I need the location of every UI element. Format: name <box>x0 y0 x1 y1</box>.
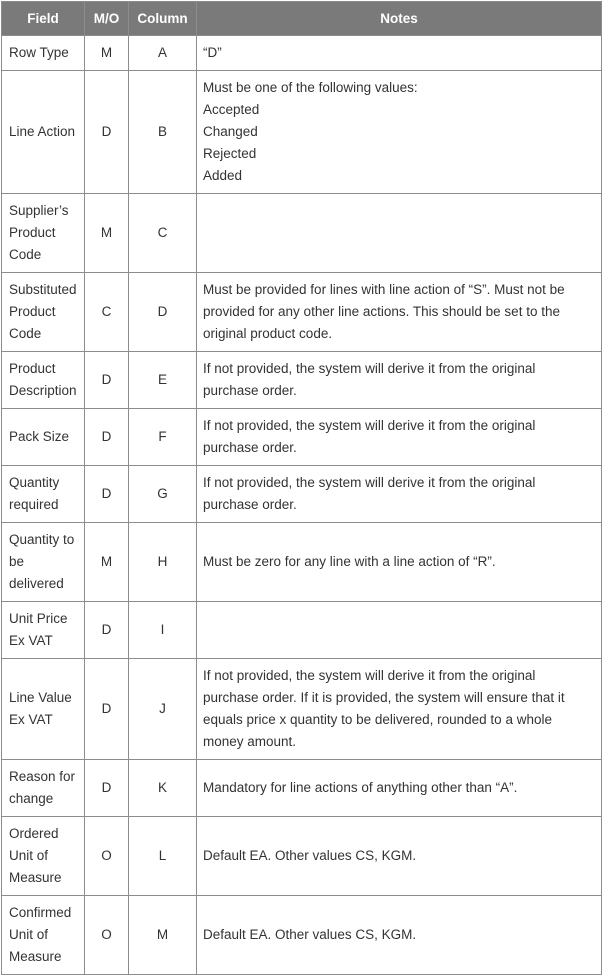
cell-notes <box>197 817 602 896</box>
table-row <box>2 659 602 760</box>
cell-column: I <box>129 602 197 659</box>
cell-column: D <box>129 273 197 352</box>
note-line: If not provided, the system will derive it from the original purchase order. If it is provided, the system will ensure that it equals price x quantity to be delivered, rounded to a whole money amount. <box>203 668 565 749</box>
cell-mo: D <box>85 659 129 760</box>
table-row <box>2 352 602 409</box>
table-row <box>2 896 602 975</box>
cell-column: L <box>129 817 197 896</box>
cell-field: Line Action <box>2 71 85 194</box>
cell-mo: C <box>85 273 129 352</box>
cell-mo: D <box>85 602 129 659</box>
cell-field: Row Type <box>2 36 85 71</box>
cell-mo: M <box>85 523 129 602</box>
cell-column: C <box>129 194 197 273</box>
field-spec-table <box>1 1 602 975</box>
cell-mo: D <box>85 409 129 466</box>
header-row <box>2 2 602 36</box>
note-line: Accepted <box>203 102 260 117</box>
cell-notes <box>197 760 602 817</box>
table-row <box>2 466 602 523</box>
note-line: Added <box>203 168 243 183</box>
cell-column: A <box>129 36 197 71</box>
cell-notes <box>197 409 602 466</box>
cell-notes <box>197 602 602 659</box>
cell-field: Quantity to be delivered <box>2 523 85 602</box>
cell-field: Supplier’s Product Code <box>2 194 85 273</box>
cell-field: Unit Price Ex VAT <box>2 602 85 659</box>
table-row <box>2 760 602 817</box>
cell-notes <box>197 896 602 975</box>
table-row <box>2 71 602 194</box>
table-row <box>2 523 602 602</box>
cell-column: H <box>129 523 197 602</box>
cell-field: Reason for change <box>2 760 85 817</box>
header-mo: M/O <box>85 2 129 36</box>
cell-column: M <box>129 896 197 975</box>
cell-field: Pack Size <box>2 409 85 466</box>
note-line: Must be one of the following values: <box>203 80 418 95</box>
cell-field: Substituted Product Code <box>2 273 85 352</box>
cell-column: J <box>129 659 197 760</box>
cell-mo: D <box>85 466 129 523</box>
note-line: Mandatory for line actions of anything other than “A”. <box>203 780 518 795</box>
note-line: If not provided, the system will derive it from the original purchase order. <box>203 418 536 455</box>
table-row <box>2 36 602 71</box>
note-line: If not provided, the system will derive it from the original purchase order. <box>203 475 536 512</box>
cell-notes <box>197 71 602 194</box>
header-field: Field <box>2 2 85 36</box>
cell-notes <box>197 523 602 602</box>
header-column: Column <box>129 2 197 36</box>
header-notes: Notes <box>197 2 602 36</box>
table-row <box>2 409 602 466</box>
cell-column: G <box>129 466 197 523</box>
note-line: Changed <box>203 124 258 139</box>
cell-field: Quantity required <box>2 466 85 523</box>
note-line: Must be zero for any line with a line action of “R”. <box>203 554 496 569</box>
cell-mo: D <box>85 760 129 817</box>
note-line: Must be provided for lines with line action of “S”. Must not be provided for any other line actions. This should be set to the original product code. <box>203 282 565 341</box>
table-row <box>2 194 602 273</box>
cell-field: Product Description <box>2 352 85 409</box>
cell-column: F <box>129 409 197 466</box>
cell-notes <box>197 194 602 273</box>
table-row <box>2 273 602 352</box>
cell-notes <box>197 36 602 71</box>
table-row <box>2 602 602 659</box>
cell-notes <box>197 273 602 352</box>
cell-column: B <box>129 71 197 194</box>
cell-mo: M <box>85 36 129 71</box>
table-body <box>2 36 602 975</box>
note-line: Rejected <box>203 146 257 161</box>
cell-field: Ordered Unit of Measure <box>2 817 85 896</box>
note-line: Default EA. Other values CS, KGM. <box>203 927 417 942</box>
cell-notes <box>197 659 602 760</box>
cell-mo: O <box>85 817 129 896</box>
cell-column: E <box>129 352 197 409</box>
note-line: If not provided, the system will derive it from the original purchase order. <box>203 361 536 398</box>
note-line: Default EA. Other values CS, KGM. <box>203 848 417 863</box>
cell-mo: M <box>85 194 129 273</box>
cell-mo: D <box>85 71 129 194</box>
table-header <box>2 2 602 36</box>
cell-field: Confirmed Unit of Measure <box>2 896 85 975</box>
note-line: “D” <box>203 45 222 60</box>
table-row <box>2 817 602 896</box>
cell-notes <box>197 352 602 409</box>
cell-mo: D <box>85 352 129 409</box>
cell-column: K <box>129 760 197 817</box>
cell-mo: O <box>85 896 129 975</box>
cell-field: Line Value Ex VAT <box>2 659 85 760</box>
cell-notes <box>197 466 602 523</box>
